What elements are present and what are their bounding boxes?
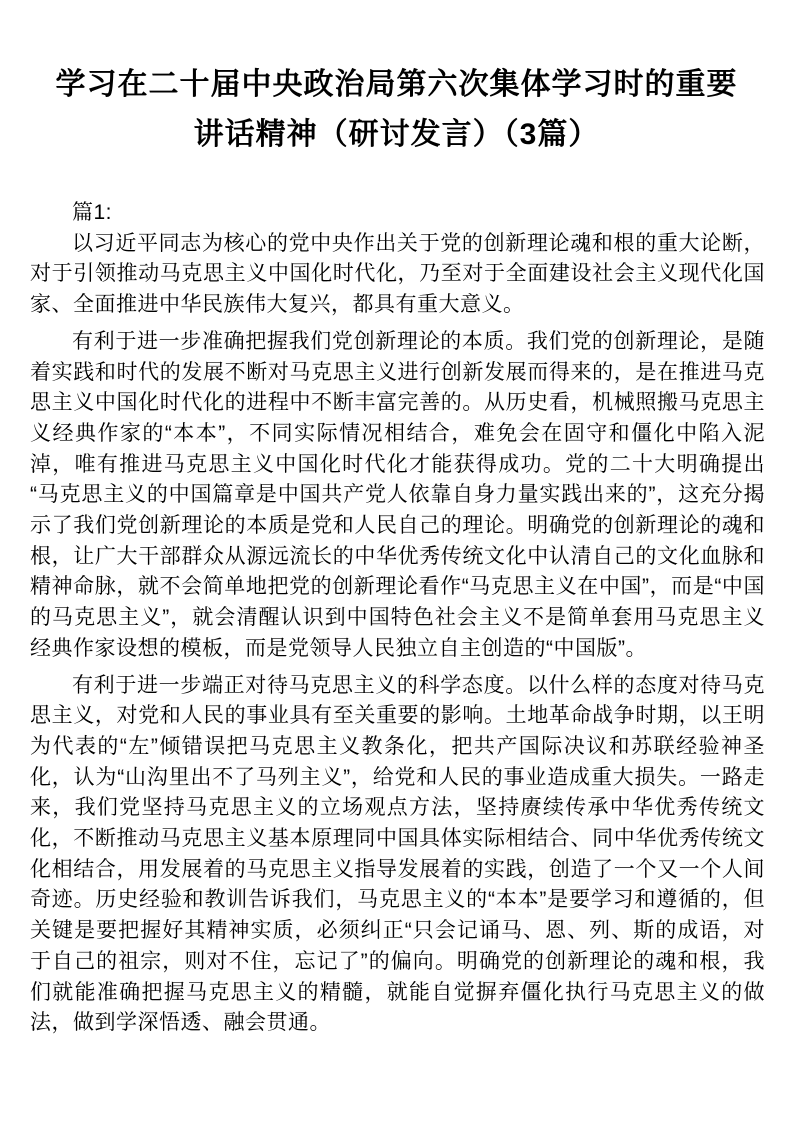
document-body bbox=[30, 198, 765, 1039]
document-title bbox=[20, 60, 773, 160]
section-label-pian-1: 篇1: bbox=[72, 201, 113, 224]
document-title-line-1: 学习在二十届中央政治局第六次集体学习时的重要 bbox=[55, 68, 738, 101]
document-title-line-2: 讲话精神（研讨发言）（3篇） bbox=[193, 118, 600, 151]
paragraph-1: 以习近平同志为核心的党中央作出关于党的创新理论魂和根的重大论断，对于引领推动马克思主义中国化时代化，乃至对于全面建设社会主义现代化国家、全面推进中华民族伟大复兴，都具有重大意义。 bbox=[30, 231, 765, 317]
paragraph-2: 有利于进一步准确把握我们党创新理论的本质。我们党的创新理论，是随着实践和时代的发展不断对马克思主义进行创新发展而得来的，是在推进马克思主义中国化时代化的进程中不断丰富完善的。从历史看，机械照搬马克思主义经典作家的“本本”，不同实际情况相结合，难免会在固守和僵化中陷入泥淖，唯有推进马克思主义中国化时代化才能获得成功。党的二十大明确提出“马克思主义的中国篇章是中国共产党人依靠自身力量实践出来的”，这充分揭示了我们党创新理论的本质是党和人民自己的理论。明确党的创新理论的魂和根，让广大干部群众从源远流长的中华优秀传统文化中认清自己的文化血脉和精神命脉，就不会简单地把党的创新理论看作“马克思主义在中国”，而是“中国的马克思主义”，就会清醒认识到中国特色社会主义不是简单套用马克思主义经典作家设想的模板，而是党领导人民独立自主创造的“中国版”。 bbox=[30, 329, 765, 660]
paragraph-3: 有利于进一步端正对待马克思主义的科学态度。以什么样的态度对待马克思主义，对党和人民的事业具有至关重要的影响。土地革命战争时期，以王明为代表的“左”倾错误把马克思主义教条化，把共产国际决议和苏联经验神圣化，认为“山沟里出不了马列主义”，给党和人民的事业造成重大损失。一路走来，我们党坚持马克思主义的立场观点方法，坚持赓续传承中华优秀传统文化，不断推动马克思主义基本原理同中国具体实际相结合、同中华优秀传统文化相结合，用发展着的马克思主义指导发展着的实践，创造了一个又一个人间奇迹。历史经验和教训告诉我们，马克思主义的“本本”是要学习和遵循的，但关键是要把握好其精神实质，必须纠正“只会记诵马、恩、列、斯的成语，对于自己的祖宗，则对不住，忘记了”的偏向。明确党的创新理论的魂和根，我们就能准确把握马克思主义的精髓，就能自觉摒弃僵化执行马克思主义的做法，做到学深悟透、融会贯通。 bbox=[30, 673, 765, 1035]
